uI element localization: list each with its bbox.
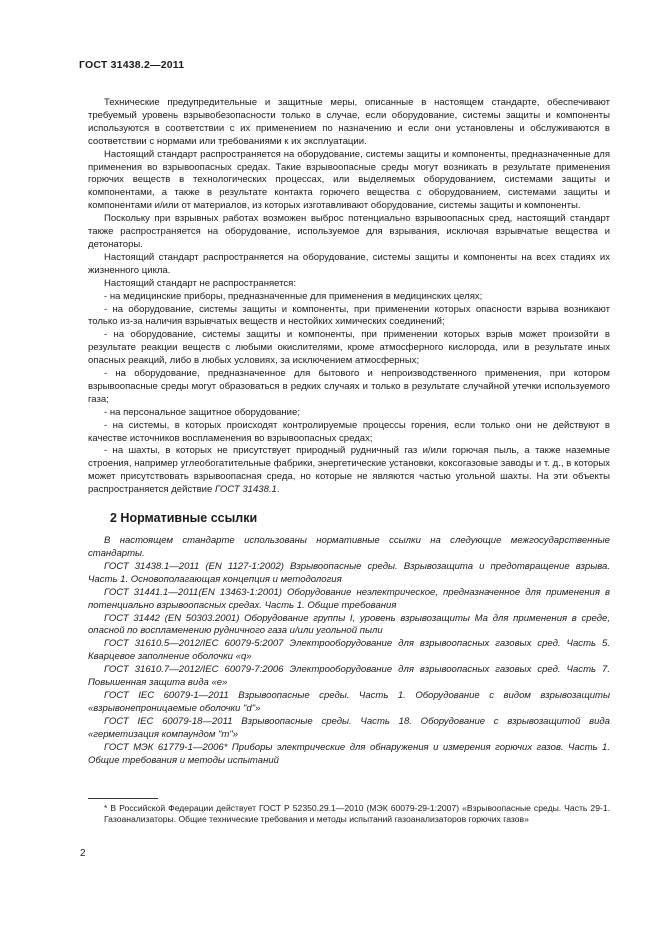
intro-paragraph: Поскольку при взрывных работах возможен выброс потенциально взрывоопасных сред, настоящий стандарт также распространяется на оборудование, используемое для взрывания, исключая взрывчатые вещества и детонаторы.: [88, 213, 610, 250]
intro-paragraph: Настоящий стандарт распространяется на оборудование, системы защиты и компоненты, предназначенные для применения во взрывоопасных средах. Такие взрывоопасные среды могут возникать в результате применения горючих веществ в технологических процессах, или выделяемых оборудованием, системами защиты и компонентами, а также в результате контакта горючего вещества с оборудованием, системами защиты и компонентами и/или от материалов, из которых изготавливают оборудование, системы защиты и компоненты.: [88, 148, 610, 212]
page-number: 2: [80, 848, 86, 859]
document-body: [88, 97, 610, 767]
exclusion-text: - на шахты, в которых не присутствует природный рудничный газ и/или горючая пыль, а также наземные строения, например углеобогатительные фабрики, энергетические установки, коксогазовые заводы и т. д., в которых может присутствовать взрывоопасная среда, но которые не являются частью угольной шахты. На эти объекты распространяется действие: [88, 445, 610, 496]
exclusion-item: - на оборудование, системы защиты и компоненты, при применении которых опасности взрыва возникают только из-за наличия взрывчатых веществ и нестойких химических соединений;: [88, 303, 610, 328]
reference-entry: ГОСТ 31441.1—2011(EN 13463-1:2001) Оборудование неэлектрическое, предназначенное для применения в потенциально взрывоопасных средах. Часть 1. Общие требования: [88, 586, 610, 611]
reference-entry: ГОСТ IEC 60079-18—2011 Взрывоопасные среды. Часть 18. Оборудование с взрывозащитой вида «герметизация компаундом "m"»: [88, 715, 610, 740]
reference-entry: ГОСТ МЭК 61779-1—2006* Приборы электрические для обнаружения и измерения горючих газов. Часть 1. Общие требования и методы испытаний: [88, 741, 610, 766]
intro-paragraph: Настоящий стандарт распространяется на оборудование, системы защиты и компоненты на всех стадиях их жизненного цикла.: [88, 251, 610, 276]
reference-entry: ГОСТ 31438.1—2011 (EN 1127-1:2002) Взрывоопасные среды. Взрывозащита и предотвращение взрыва. Часть 1. Основополагающая концепция и методология: [88, 560, 610, 585]
reference-entry: ГОСТ IEC 60079-1—2011 Взрывоопасные среды. Часть 1. Оборудование с видом взрывозащиты «взрывонепроницаемые оболочки "d"»: [88, 689, 610, 714]
reference-entry: ГОСТ 31442 (EN 50303.2001) Оборудование группы I, уровень взрывозащиты Ма для применения в среде, опасной по воспламенению рудничного газа и/или угольной пыли: [88, 612, 610, 637]
section-heading: 2 Нормативные ссылки: [110, 511, 258, 526]
sentence-end: .: [276, 484, 280, 496]
exclusion-item: - на системы, в которых происходят контролируемые процессы горения, если только они не действуют в качестве источников воспламенения во взрывоопасных средах;: [88, 419, 610, 444]
standard-reference: ГОСТ 31438.1: [214, 484, 277, 496]
exclusion-item: - на медицинские приборы, предназначенные для применения в медицинских целях;: [104, 290, 483, 302]
reference-entry: ГОСТ 31610.7—2012/IEC 60079-7:2006 Электрооборудование для взрывоопасных газовых сред. Часть 7. Повышенная защита вида «е»: [88, 664, 610, 689]
reference-entry: ГОСТ 31610.5—2012/IEC 60079-5:2007 Электрооборудование для взрывоопасных газовых сред. Часть 5. Кварцевое заполнение оболочки «q»: [88, 638, 610, 663]
exclusion-item: - на оборудование, предназначенное для бытового и непроизводственного применения, при котором взрывоопасные среды могут образоваться в редких случаях и только в результате случайной утечки используемого газа;: [88, 368, 610, 405]
footnote-rule: [88, 798, 158, 799]
exclusion-item-last: [88, 445, 610, 497]
document-header: ГОСТ 31438.2—2011: [79, 59, 185, 71]
intro-paragraph: Технические предупредительные и защитные меры, описанные в настоящем стандарте, обеспечивают требуемый уровень взрывобезопасности только в случае, если оборудование, системы защиты и компоненты используются в соответствии с их применением по назначению и если они установлены и обслуживаются в соответствии с нормами или требованиями к их эксплуатации.: [88, 97, 610, 147]
exclusion-item: - на оборудование, системы защиты и компоненты, при применении которых взрыв может произойти в результате реакции веществ с любыми окислителями, кроме атмосферного кислорода, или в результате иных опасных реакций, либо в любых условиях, за исключением атмосферных;: [88, 329, 610, 367]
footnote: [88, 798, 610, 826]
intro-paragraph: Настоящий стандарт не распространяется:: [104, 277, 296, 289]
footnote-text: * В Российской Федерации действует ГОСТ Р 52350.29.1—2010 (МЭК 60079-29-1:2007) «Взрывоопасные среды. Часть 29-1. Газоанализаторы. Общие технические требования и методы испытаний газоанализаторов горючих газов»: [104, 803, 610, 825]
references-intro: В настоящем стандарте использованы нормативные ссылки на следующие межгосударственные стандарты.: [88, 535, 610, 559]
exclusion-item: - на персональное защитное оборудование;: [104, 406, 300, 418]
